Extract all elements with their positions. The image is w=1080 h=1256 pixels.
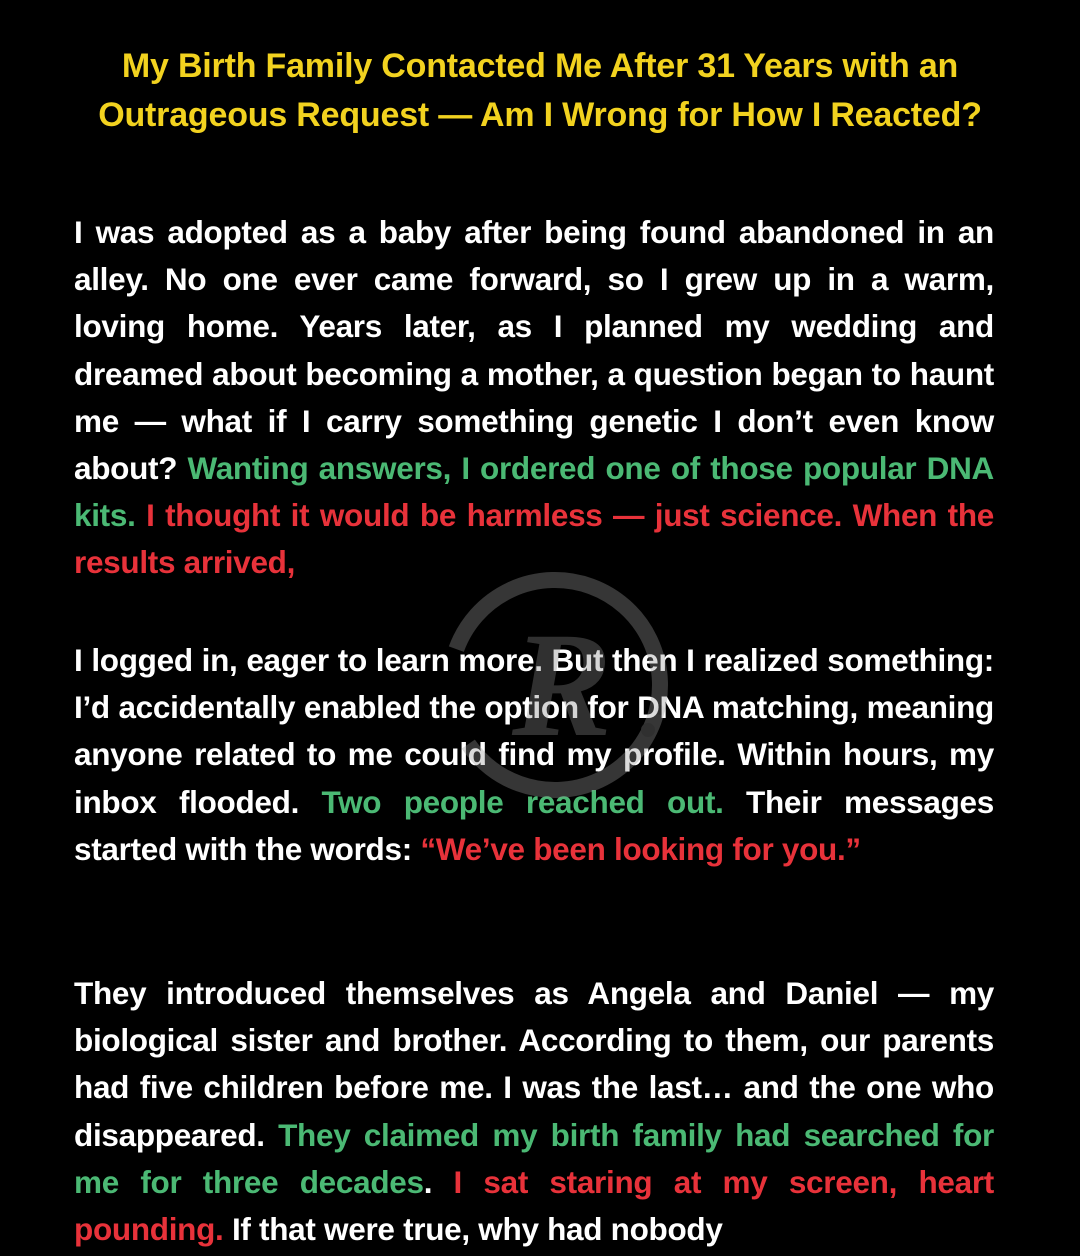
paragraph-3 xyxy=(74,970,994,1253)
text-segment: If that were true, why had nobody xyxy=(231,1211,723,1248)
paragraph-1 xyxy=(74,209,994,587)
svg-text:R: R xyxy=(512,602,613,768)
text-segment: Their messages started with the words: xyxy=(74,783,994,867)
text-segment-highlight-green: Two people reached out. xyxy=(321,783,747,820)
text-segment-highlight-red: I sat staring at my screen, heart pounding. xyxy=(74,1163,994,1248)
text-segment: I was adopted as a baby after being found abandoned in an alley. No one ever came forward, so I grew up in a warm, loving home. Years later, as I planned my wedding and dreamed about becoming a mother, a question began to haunt me — what if I carry something genetic I don’t even know about? xyxy=(74,214,994,487)
article-title: My Birth Family Contacted Me After 31 Years with an Outrageous Request — Am I Wrong for How I Reacted? xyxy=(98,47,982,134)
paragraph-2 xyxy=(74,637,994,873)
text-segment-highlight-green: Wanting answers, I ordered one of those popular DNA kits. xyxy=(74,450,994,534)
text-segment-highlight-red: I thought it would be harmless — just science. When the results arrived, xyxy=(74,497,994,581)
text-segment: I logged in, eager to learn more. But then I realized something: I’d accidentally enabled the option for DNA matching, meaning anyone related to me could find my profile. Within hours, my inbox flooded. xyxy=(74,642,994,820)
text-segment: . xyxy=(423,1163,454,1200)
text-segment-highlight-green: They claimed my birth family had searched for me for three decades xyxy=(74,1116,994,1200)
text-segment-highlight-red: “We’ve been looking for you.” xyxy=(420,830,861,867)
text-segment: They introduced themselves as Angela and Daniel — my biological sister and brother. According to them, our parents had five children before me. I was the last… and the one who disappeared. xyxy=(74,975,994,1153)
